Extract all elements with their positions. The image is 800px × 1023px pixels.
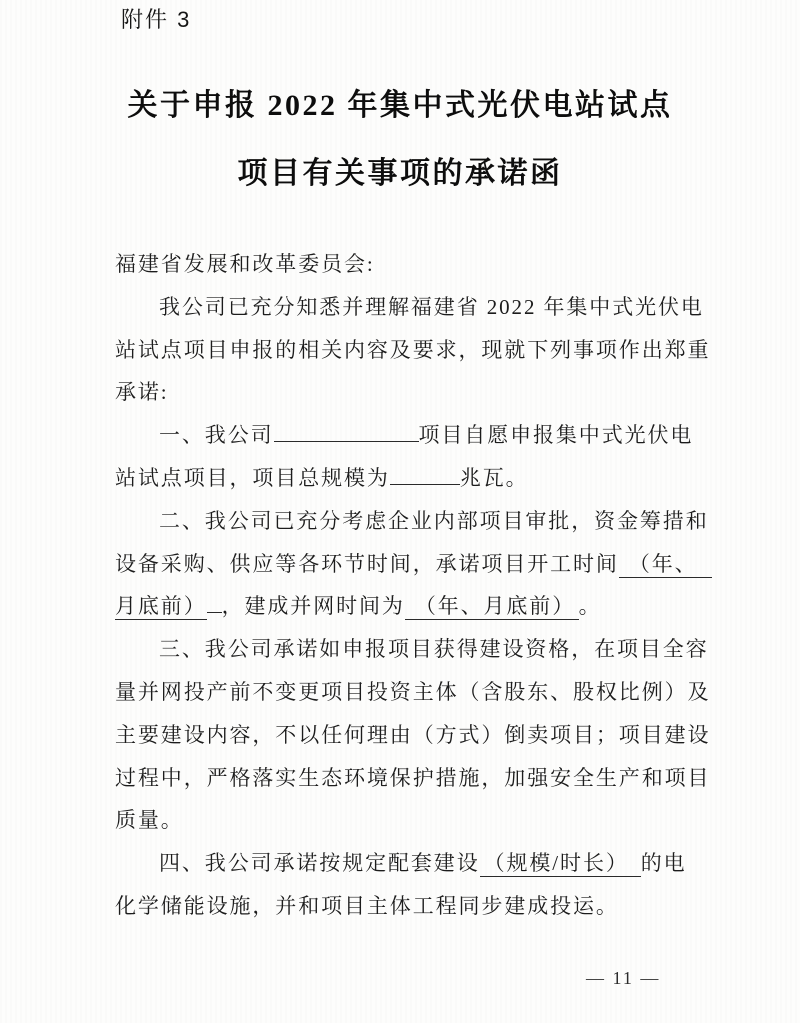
fill-in-grid-time: （年、月底前）: [405, 594, 579, 620]
item4-line-2: [115, 885, 695, 928]
text-run: 一、我公司: [159, 423, 274, 448]
text-run: 过程中，严格落实生态环境保护措施，加强安全生产和项目: [115, 765, 711, 790]
fill-in-blank-capacity: [390, 463, 460, 485]
item2-line-1: [115, 500, 709, 543]
item3-line-3: [115, 714, 711, 757]
item3-line-5: [115, 799, 695, 842]
fill-in-blank-short: [207, 591, 222, 613]
text-run: 二、我公司已充分考虑企业内部项目审批，资金筹措和: [159, 508, 709, 533]
text-run: 项目自愿申报集中式光伏电: [418, 423, 694, 448]
item3-line-4: [115, 757, 711, 800]
attachment-label: 附件 3: [121, 7, 192, 32]
document-body: [115, 243, 711, 928]
document-title: [0, 72, 800, 208]
text-run: 我公司已充分知悉并理解福建省 2022 年集中式光伏电: [159, 294, 704, 319]
document-title-line1: 关于申报 2022 年集中式光伏电站试点: [127, 89, 673, 122]
text-run: 。: [578, 594, 602, 619]
fill-in-blank-project-name: [274, 420, 419, 442]
text-run: 三、我公司承诺如申报项目获得建设资格，在项目全容: [159, 637, 709, 662]
text-run: 承诺:: [115, 380, 169, 405]
text-run: 站试点项目，项目总规模为: [115, 465, 390, 490]
intro-line-2: [115, 329, 711, 372]
text-run: 站试点项目申报的相关内容及要求，现就下列事项作出郑重: [115, 337, 711, 362]
text-run: 量并网投产前不变更项目投资主体（含股东、股权比例）及: [115, 679, 711, 704]
text-run: 设备采购、供应等各环节时间，承诺项目开工时间: [115, 551, 619, 576]
text-run: 的电: [640, 851, 687, 876]
intro-line-3: [115, 371, 695, 414]
intro-line-1: [115, 286, 704, 329]
fill-in-start-time-cont: 月底前）: [115, 594, 207, 619]
item3-line-2: [115, 671, 711, 714]
salutation: [115, 243, 695, 286]
text-run: 福建省发展和改革委员会:: [115, 252, 375, 276]
item2-line-3: [115, 585, 695, 628]
fill-in-storage-spec: （规模/时长）: [480, 851, 641, 877]
text-run: ，建成并网时间为: [221, 594, 405, 619]
text-run: 质量。: [115, 808, 184, 833]
item4-line-1: [115, 842, 695, 885]
item1-line-1: [115, 414, 695, 457]
text-run: 四、我公司承诺按规定配套建设: [159, 851, 480, 876]
item1-line-2: [115, 457, 695, 500]
text-run: 主要建设内容，不以任何理由（方式）倒卖项目；项目建设: [115, 722, 711, 747]
page-number: — 11 —: [586, 968, 661, 988]
fill-in-start-time: （年、: [619, 552, 712, 578]
text-run: 兆瓦。: [459, 465, 529, 490]
item2-line-2: [115, 543, 698, 586]
item3-line-1: [115, 628, 709, 671]
document-title-line2: 项目有关事项的承诺函: [237, 157, 563, 190]
text-run: 化学储能设施，并和项目主体工程同步建成投运。: [115, 893, 619, 918]
